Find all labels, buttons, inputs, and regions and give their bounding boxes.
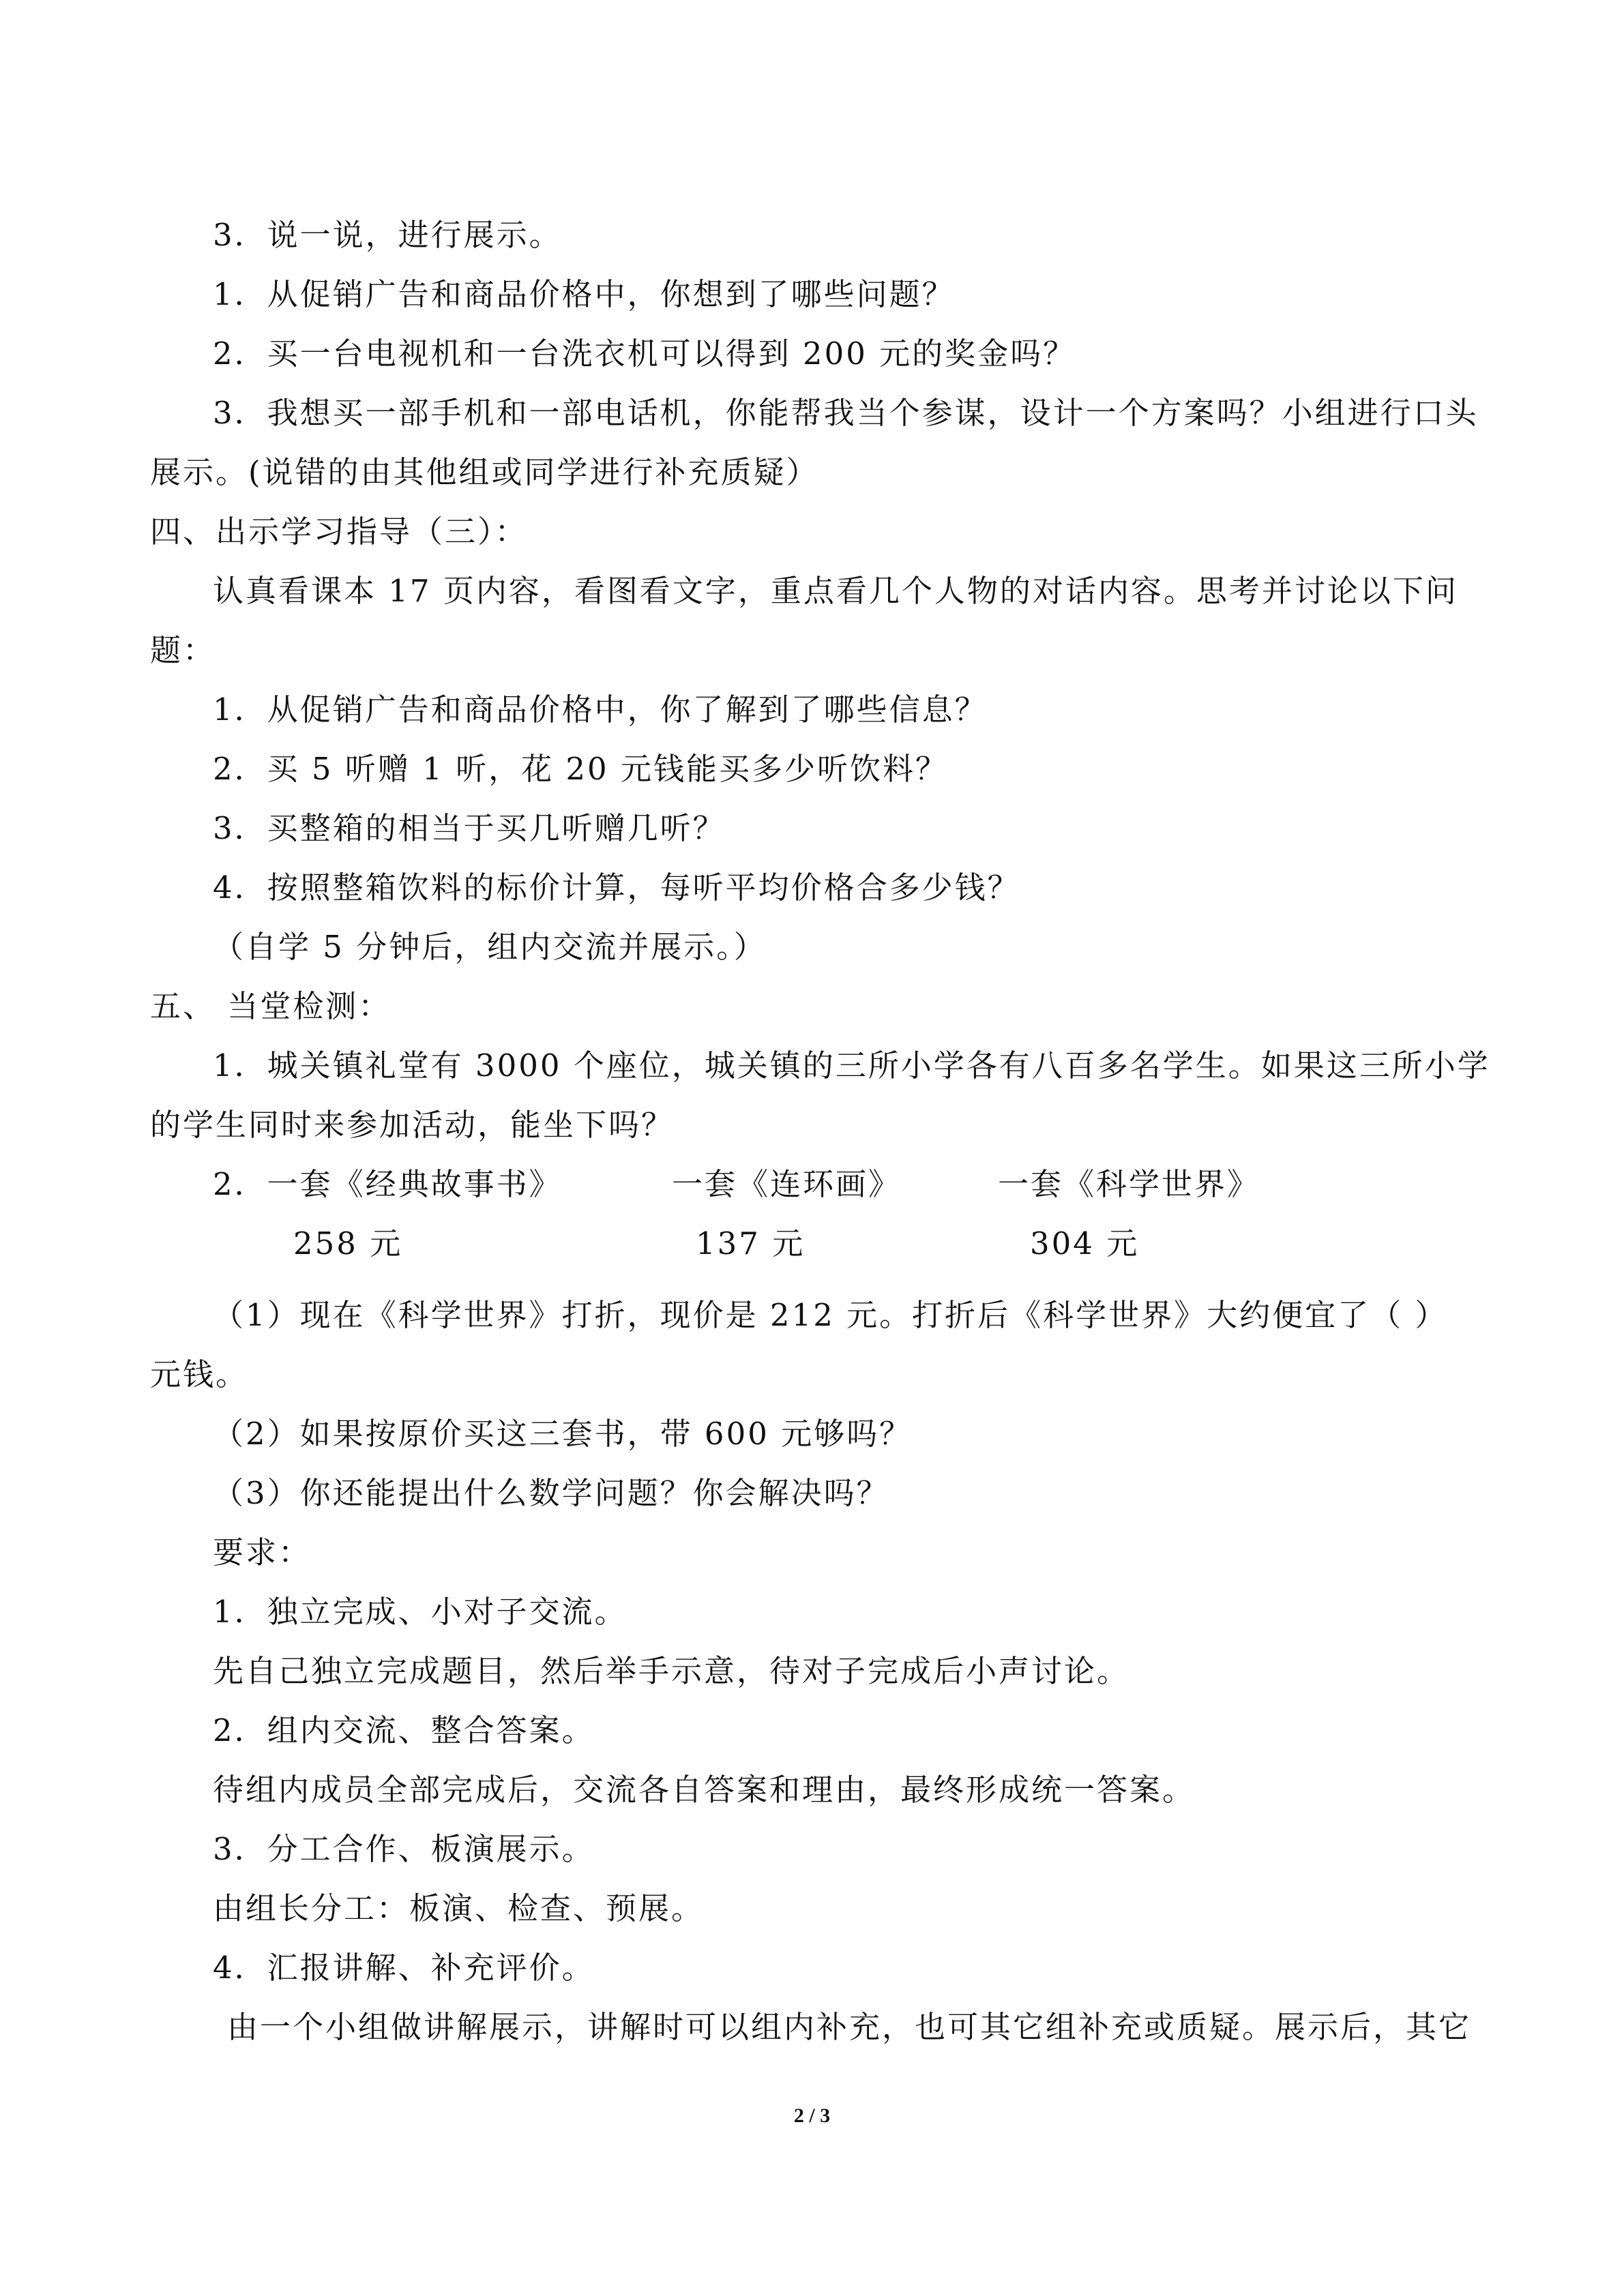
text-line: （2）如果按原价买这三套书，带 600 元够吗？ — [213, 1416, 913, 1452]
text-line: （自学 5 分钟后，组内交流并展示。） — [213, 929, 767, 965]
text-line: 2．买 5 听赠 1 听，花 20 元钱能买多少听饮料？ — [213, 751, 948, 787]
text-line: 4．汇报讲解、补充评价。 — [213, 1950, 595, 1986]
text-line: 1．从促销广告和商品价格中，你想到了哪些问题？ — [213, 276, 955, 312]
text-line: 题： — [150, 632, 216, 668]
text-line: 2．组内交流、整合答案。 — [213, 1712, 595, 1748]
text-line: 3．我想买一部手机和一部电话机，你能帮我当个参谋，设计一个方案吗？小组进行口头 — [213, 395, 1479, 431]
text-line: 先自己独立完成题目，然后举手示意，待对子完成后小声讨论。 — [213, 1653, 1130, 1689]
book-3-title: 一套《科学世界》 — [998, 1166, 1260, 1202]
text-line: 3．说一说，进行展示。 — [213, 217, 562, 253]
book-1-price: 258 元 — [293, 1225, 403, 1262]
text-line: 展示。(说错的由其他组或同学进行补充质疑） — [150, 454, 819, 490]
book-2-title: 一套《连环画》 — [672, 1166, 902, 1202]
book-2-price: 137 元 — [696, 1225, 806, 1262]
text-line: 待组内成员全部完成后，交流各自答案和理由，最终形成统一答案。 — [213, 1772, 1196, 1808]
section-heading: 五、 当堂检测： — [150, 988, 392, 1024]
text-line: 3．分工合作、板演展示。 — [213, 1831, 595, 1867]
text-line: 1．从促销广告和商品价格中，你了解到了哪些信息？ — [213, 691, 988, 728]
text-line: 认真看课本 17 页内容，看图看文字，重点看几个人物的对话内容。思考并讨论以下问 — [213, 573, 1458, 609]
text-line: 1．城关镇礼堂有 3000 个座位，城关镇的三所小学各有八百多名学生。如果这三所小学 — [213, 1047, 1490, 1084]
text-line: 1．独立完成、小对子交流。 — [213, 1594, 628, 1630]
book-1-title: 2．一套《经典故事书》 — [213, 1166, 562, 1202]
text-line: 的学生同时来参加活动，能坐下吗？ — [150, 1107, 675, 1143]
text-line: （1）现在《科学世界》打折，现价是 212 元。打折后《科学世界》大约便宜了（ ） — [213, 1297, 1448, 1333]
text-line: 由组长分工：板演、检查、预展。 — [213, 1890, 705, 1926]
text-line: 2．买一台电视机和一台洗衣机可以得到 200 元的奖金吗？ — [213, 336, 1076, 372]
text-line: 要求： — [213, 1534, 312, 1570]
text-line: 3．买整箱的相当于买几听赠几听？ — [213, 810, 726, 846]
book-3-price: 304 元 — [1030, 1225, 1140, 1262]
text-line: （3）你还能提出什么数学问题？你会解决吗？ — [213, 1475, 889, 1511]
section-heading: 四、出示学习指导（三）： — [150, 513, 528, 550]
text-line: 元钱。 — [150, 1356, 249, 1392]
text-line: 4．按照整箱饮料的标价计算，每听平均价格合多少钱？ — [213, 869, 1020, 906]
text-line: 由一个小组做讲解展示，讲解时可以组内补充，也可其它组补充或质疑。展示后，其它 — [227, 2009, 1472, 2045]
page-number: 2 / 3 — [793, 2104, 831, 2127]
